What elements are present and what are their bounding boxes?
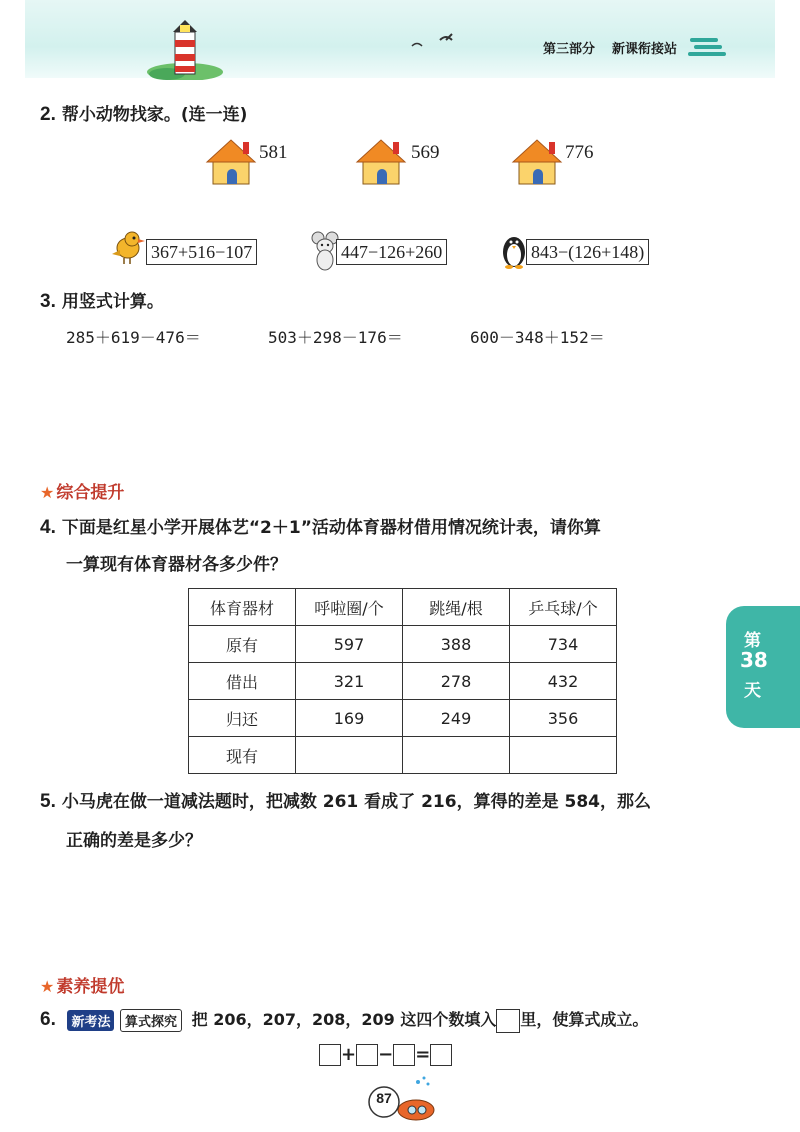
birds-icon: [410, 32, 460, 52]
table-cell: 249: [403, 700, 510, 737]
table-cell: 321: [296, 663, 403, 700]
q5-line2: 正确的差是多少？: [66, 831, 202, 851]
star-icon: ★: [40, 483, 55, 502]
table-cell: 597: [296, 626, 403, 663]
section-title-2: [40, 972, 124, 997]
q5-number: 5.: [40, 791, 56, 812]
bird-icon: [110, 228, 146, 266]
q4-number: 4.: [40, 517, 56, 538]
table-header-cell: 乒乓球/个: [510, 589, 617, 626]
house-value: 581: [259, 142, 288, 163]
answer-cell[interactable]: [403, 737, 510, 774]
house-3: [511, 138, 594, 190]
stats-table: [188, 588, 617, 774]
table-cell: 278: [403, 663, 510, 700]
section-title-text: 素养提优: [56, 977, 125, 997]
table-cell: 356: [510, 700, 617, 737]
house-icon: [205, 138, 257, 186]
day-tab: [726, 606, 800, 728]
table-header-cell: 跳绳/根: [403, 589, 510, 626]
house-1: [205, 138, 288, 190]
q5-line1: [40, 787, 651, 813]
q2-prompt: [40, 100, 247, 126]
q2-number: 2.: [40, 104, 56, 125]
q3-prompt: [40, 287, 164, 313]
table-cell: 734: [510, 626, 617, 663]
q3-problem-3: 600－348＋152＝: [470, 328, 605, 347]
blank-box: [496, 1009, 520, 1033]
header-title: 新课衔接站: [612, 42, 678, 57]
q3-number: 3.: [40, 291, 56, 312]
answer-cell[interactable]: [296, 737, 403, 774]
expr-box-2: 447−126+260: [336, 239, 447, 265]
table-cell: 原有: [189, 626, 296, 663]
q6-number: 6.: [40, 1009, 56, 1030]
logo-mark-icon: [688, 34, 728, 58]
section-title-1: [40, 478, 124, 503]
q4-line1: [40, 513, 601, 539]
answer-box-1[interactable]: [319, 1044, 341, 1066]
table-cell: 432: [510, 663, 617, 700]
house-icon: [355, 138, 407, 186]
minus-sign: −: [378, 1044, 394, 1065]
day-tab-line1: 第: [744, 631, 761, 651]
lighthouse-icon: [145, 18, 225, 80]
house-2: [355, 138, 440, 190]
q3-problem-1: 285＋619－476＝: [66, 328, 201, 347]
page-number: 87: [376, 1090, 392, 1106]
day-tab-line2: 38: [740, 648, 768, 672]
q5-text-1: 小马虎在做一道减法题时，把减数 261 看成了 216，算得的差是 584，那么: [61, 792, 651, 812]
q4-line2: 一算现有体育器材各多少件？: [66, 555, 287, 575]
table-cell: 169: [296, 700, 403, 737]
expr-box-3: 843−(126+148): [526, 239, 649, 265]
q6-text-before: 把 206，207，208，209 这四个数填入: [191, 1010, 497, 1029]
q3-problem-2: 503＋298－176＝: [268, 328, 403, 347]
table-row: [189, 663, 617, 700]
q6-text-after: 里，使算式成立。: [520, 1010, 649, 1029]
table-row: [189, 737, 617, 774]
answer-cell[interactable]: [510, 737, 617, 774]
q6-equation: [319, 1044, 452, 1066]
answer-box-2[interactable]: [356, 1044, 378, 1066]
section-title-text: 综合提升: [56, 483, 125, 503]
equals-sign: =: [415, 1044, 431, 1065]
day-tab-line3: 天: [744, 681, 761, 701]
table-header-cell: 体育器材: [189, 589, 296, 626]
plus-sign: +: [341, 1044, 357, 1065]
q4-text-1: 下面是红星小学开展体艺“2＋1”活动体育器材借用情况统计表，请你算: [61, 518, 601, 538]
table-cell: 归还: [189, 700, 296, 737]
header-part: 第三部分: [543, 42, 596, 57]
star-icon: ★: [40, 977, 55, 996]
answer-box-3[interactable]: [393, 1044, 415, 1066]
expr-box-1: 367+516−107: [146, 239, 257, 265]
q6-line: [40, 1007, 648, 1033]
table-cell: 388: [403, 626, 510, 663]
table-row: [189, 700, 617, 737]
house-icon: [511, 138, 563, 186]
table-cell: 借出: [189, 663, 296, 700]
table-row: [189, 626, 617, 663]
q3-text: 用竖式计算。: [61, 292, 164, 312]
answer-box-4[interactable]: [430, 1044, 452, 1066]
table-cell: 现有: [189, 737, 296, 774]
table-header-row: [189, 589, 617, 626]
q2-text: 帮小动物找家。(连一连): [61, 105, 248, 125]
house-value: 776: [565, 142, 594, 163]
table-header-cell: 呼啦圈/个: [296, 589, 403, 626]
tag-new-method: 新考法: [67, 1010, 114, 1031]
tag-formula-explore: 算式探究: [120, 1009, 182, 1032]
house-value: 569: [411, 142, 440, 163]
